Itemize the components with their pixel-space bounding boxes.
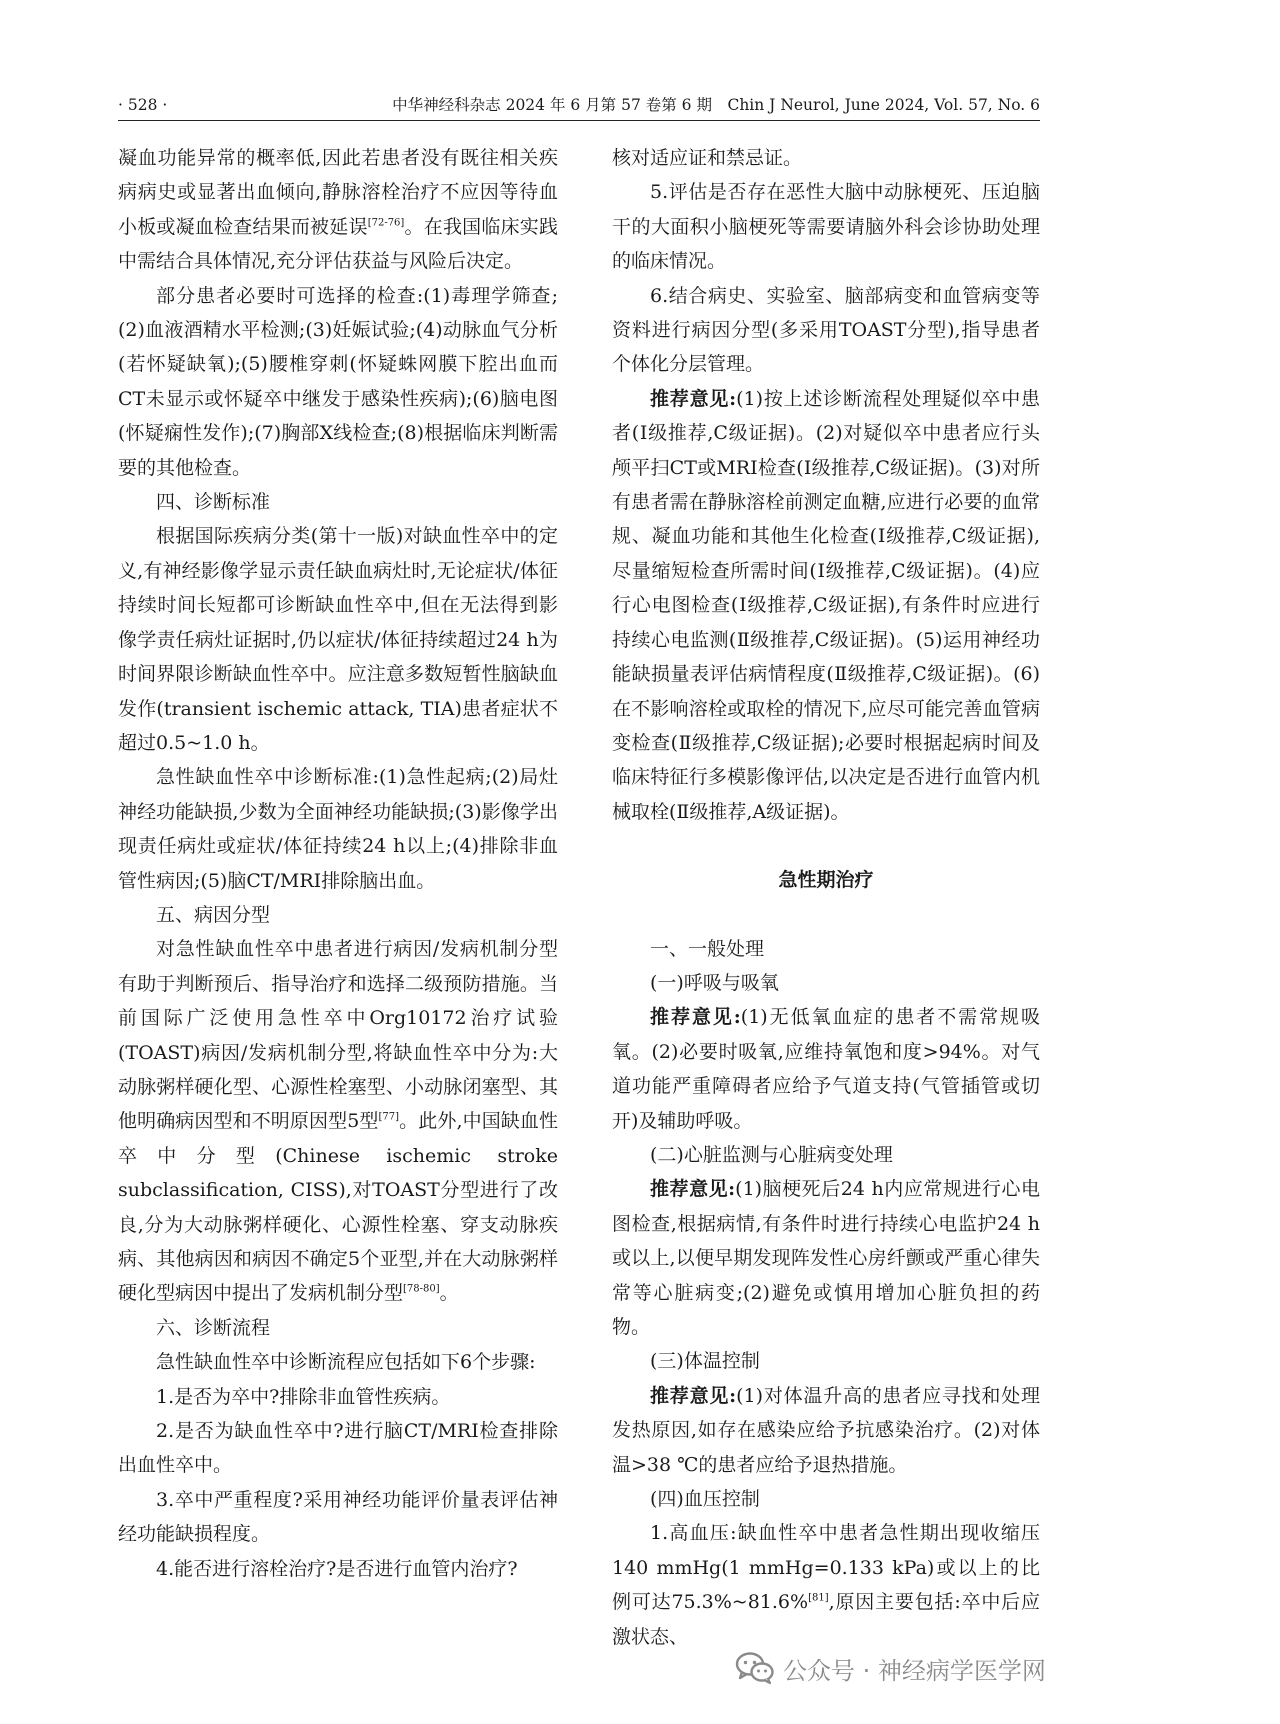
paragraph: 核对适应证和禁忌证。	[612, 147, 803, 169]
recommendation: 推荐意见:(1)按上述诊断流程处理疑似卒中患者(Ⅰ级推荐,C级证据)。(2)对疑似卒中患者应行头颅平扫CT或MRI检查(Ⅰ级推荐,C级证据)。(3)对所有患者需在静脉溶栓前测定血糖,应进行必要的血常规、凝血功能和其他生化检查(Ⅰ级推荐,C级证据),尽量缩短检查所需时间(Ⅰ级推荐,C级证据)。(4)应行心电图检查(Ⅰ级推荐,C级证据),有条件时应进行持续心电监测(Ⅱ级推荐,C级证据)。(5)运用神经功能缺损量表评估病情程度(Ⅱ级推荐,C级证据)。(6)在不影响溶栓或取栓的情况下,应尽可能完善血管病变检查(Ⅱ级推荐,C级证据);必要时根据起病时间及临床特征行多模影像评估,以决定是否进行血管内机械取栓(Ⅱ级推荐,A级证据)。	[612, 387, 1040, 823]
paragraph: 对急性缺血性卒中患者进行病因/发病机制分型有助于判断预后、指导治疗和选择二级预防措施。当前国际广泛使用急性卒中Org10172治疗试验(TOAST)病因/发病机制分型,将缺血性卒中分为:大动脉粥样硬化型、心源性栓塞型、小动脉闭塞型、其他明确病因型和不明原因型5型[77]。此外,中国缺血性卒中分型(Chinese ischemic stroke subclassification, CISS),对TOAST分型进行了改良,分为大动脉粥样硬化、心源性栓塞、穿支动脉疾病、其他病因和病因不确定5个亚型,并在大动脉粥样硬化型病因中提出了发病机制分型[78-80]。	[118, 938, 558, 1305]
paragraph: 部分患者必要时可选择的检查:(1)毒理学筛查;(2)血液酒精水平检测;(3)妊娠试验;(4)动脉血气分析(若怀疑缺氧);(5)腰椎穿刺(怀疑蛛网膜下腔出血而CT未显示或怀疑卒中继发于感染性疾病);(6)脑电图(怀疑痫性发作);(7)胸部X线检查;(8)根据临床判断需要的其他检查。	[118, 284, 558, 479]
section-heading: 四、诊断标准	[156, 491, 271, 514]
subsection-heading: (二)心脏监测与心脏病变处理	[650, 1143, 893, 1166]
page-number: · 528 ·	[118, 96, 168, 114]
right-column	[612, 141, 1040, 1654]
section-title: 急性期治疗	[778, 869, 874, 892]
left-column	[118, 141, 558, 1586]
recommendation: 推荐意见:(1)无低氧血症的患者不需常规吸氧。(2)必要时吸氧,应维持氧饱和度>94%。对气道功能严重障碍者应给予气道支持(气管插管或切开)及辅助呼吸。	[612, 1006, 1040, 1132]
paragraph: 根据国际疾病分类(第十一版)对缺血性卒中的定义,有神经影像学显示责任缺血病灶时,无论症状/体征持续时间长短都可诊断缺血性卒中,但在无法得到影像学责任病灶证据时,仍以症状/体征持续超过24 h为时间界限诊断缺血性卒中。应注意多数短暂性脑缺血发作(transient ischemic attack, TIA)患者症状不超过0.5~1.0 h。	[118, 525, 558, 754]
list-item: 6.结合病史、实验室、脑部病变和血管病变等资料进行病因分型(多采用TOAST分型),指导患者个体化分层管理。	[612, 284, 1040, 376]
list-item: 2.是否为缺血性卒中?进行脑CT/MRI检查排除出血性卒中。	[118, 1420, 558, 1477]
recommendation: 推荐意见:(1)对体温升高的患者应寻找和处理发热原因,如存在感染应给予抗感染治疗。(2)对体温>38 ℃的患者应给予退热措施。	[612, 1384, 1040, 1476]
list-item: 5.评估是否存在恶性大脑中动脉梗死、压迫脑干的大面积小脑梗死等需要请脑外科会诊协助处理的临床情况。	[612, 181, 1040, 273]
subsection-heading: (一)呼吸与吸氧	[650, 971, 779, 994]
paragraph: 急性缺血性卒中诊断标准:(1)急性起病;(2)局灶神经功能缺损,少数为全面神经功能缺损;(3)影像学出现责任病灶或症状/体征持续24 h以上;(4)排除非血管性病因;(5)脑CT/MRI排除脑出血。	[118, 766, 558, 892]
section-heading: 六、诊断流程	[156, 1316, 271, 1339]
paragraph: 1.高血压:缺血性卒中患者急性期出现收缩压140 mmHg(1 mmHg=0.133 kPa)或以上的比例可达75.3%~81.6%[81],原因主要包括:卒中后应激状态、	[612, 1522, 1040, 1648]
list-item: 3.卒中严重程度?采用神经功能评价量表评估神经功能缺损程度。	[118, 1488, 558, 1546]
wechat-icon	[735, 1651, 775, 1685]
recommendation: 推荐意见:(1)脑梗死后24 h内应常规进行心电图检查,根据病情,有条件时进行持续心电监护24 h或以上,以便早期发现阵发性心房纤颤或严重心律失常等心脏病变;(2)避免或慎用增加心脏负担的药物。	[612, 1178, 1040, 1338]
section-heading: 一、一般处理	[650, 937, 765, 960]
list-item: 4.能否进行溶栓治疗?是否进行血管内治疗?	[156, 1557, 518, 1580]
watermark-text: 公众号 · 神经病学医学网	[783, 1656, 1046, 1685]
paragraph: 急性缺血性卒中诊断流程应包括如下6个步骤:	[156, 1351, 536, 1374]
journal-citation: 中华神经科杂志 2024 年 6 月第 57 卷第 6 期 Chin J Neurol, June 2024, Vol. 57, No. 6	[392, 96, 1040, 114]
list-item: 1.是否为卒中?排除非血管性疾病。	[156, 1385, 451, 1408]
subsection-heading: (四)血压控制	[650, 1488, 760, 1511]
section-heading: 五、病因分型	[156, 903, 271, 926]
subsection-heading: (三)体温控制	[650, 1350, 760, 1373]
paragraph: 凝血功能异常的概率低,因此若患者没有既往相关疾病病史或显著出血倾向,静脉溶栓治疗不应因等待血小板或凝血检查结果而被延误[72-76]。在我国临床实践中需结合具体情况,充分评估获益与风险后决定。	[118, 147, 558, 273]
running-header	[118, 92, 1040, 121]
watermark	[735, 1646, 1135, 1690]
